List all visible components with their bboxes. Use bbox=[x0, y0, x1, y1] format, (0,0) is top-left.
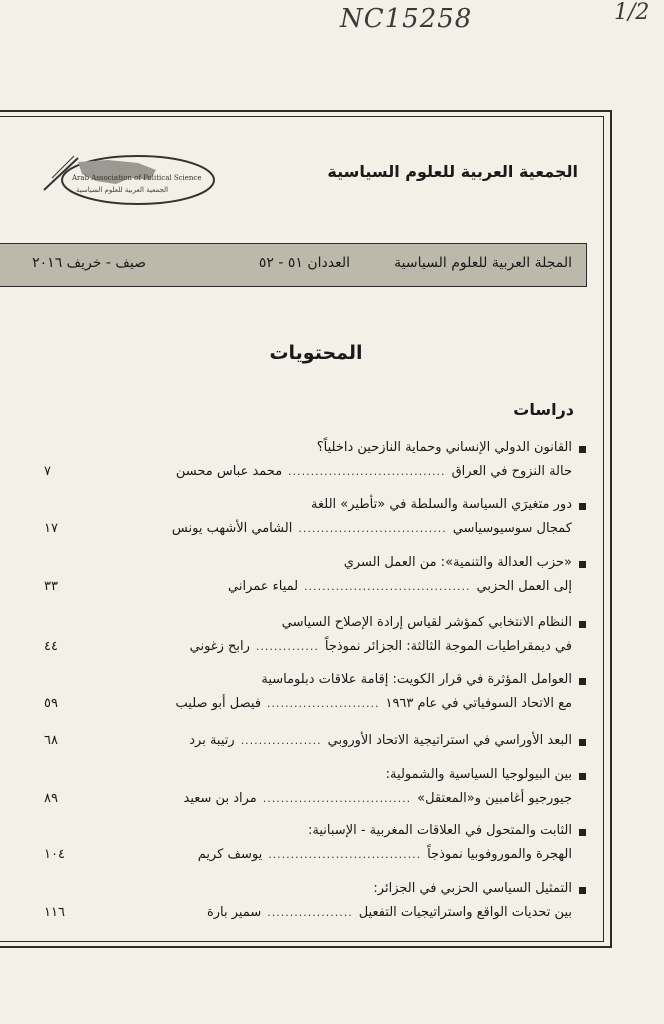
entry-subtitle: في ديمقراطيات الموجة الثالثة: الجزائر نموذجاً bbox=[324, 639, 572, 654]
entry-author: يوسف كريم bbox=[197, 847, 263, 862]
toc-entry[interactable] bbox=[0, 555, 664, 605]
dot-leader: ................................. bbox=[298, 522, 447, 535]
toc-entry[interactable] bbox=[0, 767, 664, 817]
entry-page-number: ٣٣ bbox=[44, 579, 58, 594]
entry-title: بين البيولوجيا السياسية والشمولية: bbox=[385, 767, 572, 782]
entry-subtitle: جيورجيو أغامبين و«المعتقل» bbox=[417, 791, 572, 806]
entry-subtitle: الهجرة والموروفوبيا نموذجاً bbox=[427, 847, 572, 862]
journal-band bbox=[0, 243, 587, 287]
toc-entry[interactable] bbox=[0, 672, 664, 722]
entry-subtitle-line bbox=[172, 521, 572, 541]
bullet-icon bbox=[579, 561, 586, 568]
entry-author: الشامي الأشهب يونس bbox=[171, 521, 293, 536]
dot-leader: ..................................... bbox=[304, 580, 471, 593]
entry-subtitle: كمجال سوسيوسياسي bbox=[452, 521, 572, 536]
entry-author: مراد بن سعيد bbox=[183, 791, 257, 806]
logo-arabic-text: الجمعية العربية للعلوم السياسية bbox=[76, 186, 169, 194]
dot-leader: ................................. bbox=[262, 792, 412, 805]
entry-title: دور متغيرَي السياسة والسلطة في «تأطير» اللغة bbox=[311, 497, 572, 512]
entry-page-number: ١١٦ bbox=[44, 905, 65, 920]
entry-author: فيصل أبو صليب bbox=[175, 696, 262, 711]
entry-title: التمثيل السياسي الحزبي في الجزائر: bbox=[373, 881, 572, 896]
dot-leader: ......................... bbox=[267, 697, 380, 710]
entry-subtitle-line bbox=[176, 696, 572, 716]
dot-leader: ................... bbox=[267, 906, 353, 919]
entry-page-number: ٨٩ bbox=[44, 791, 58, 806]
entry-subtitle-line bbox=[198, 847, 572, 867]
issue-season: صيف - خريف ٢٠١٦ bbox=[32, 255, 146, 271]
entry-subtitle-line bbox=[184, 791, 572, 811]
bullet-icon bbox=[579, 739, 586, 746]
entry-page-number: ٧ bbox=[44, 464, 51, 479]
bullet-icon bbox=[579, 621, 586, 628]
dot-leader: .................................. bbox=[268, 848, 422, 861]
entry-author: سمير بارة bbox=[206, 905, 262, 920]
toc-entry[interactable] bbox=[0, 497, 664, 547]
association-name: الجمعية العربية للعلوم السياسية bbox=[327, 162, 578, 181]
logo-english-text: Arab Association of Political Science bbox=[72, 174, 202, 182]
entry-subtitle-line bbox=[228, 579, 572, 599]
bullet-icon bbox=[579, 829, 586, 836]
entry-subtitle: إلى العمل الحزبي bbox=[476, 579, 572, 594]
entry-subtitle: مع الاتحاد السوفياتي في عام ١٩٦٣ bbox=[385, 696, 572, 711]
entry-subtitle-line bbox=[190, 639, 572, 659]
entry-title: البعد الأوراسي في استراتيجية الاتحاد الأوروبي bbox=[327, 733, 572, 748]
entry-subtitle-line bbox=[176, 464, 572, 484]
entry-subtitle-line bbox=[207, 905, 572, 925]
entry-title: العوامل المؤثرة في قرار الكويت: إقامة علاقات دبلوماسية bbox=[261, 672, 572, 687]
journal-name: المجلة العربية للعلوم السياسية bbox=[394, 255, 572, 271]
entry-page-number: ٦٨ bbox=[44, 733, 58, 748]
bullet-icon bbox=[579, 503, 586, 510]
entry-page-number: ١٧ bbox=[44, 521, 58, 536]
entry-title: «حزب العدالة والتنمية»: من العمل السري bbox=[343, 555, 572, 570]
bullet-icon bbox=[579, 446, 586, 453]
handwritten-page-mark: 1/2 bbox=[614, 0, 650, 25]
toc-entry[interactable] bbox=[0, 881, 664, 931]
handwritten-stamp: NC15258 bbox=[340, 4, 473, 34]
dot-leader: .................. bbox=[240, 734, 322, 747]
entry-author: لمياء عمراني bbox=[228, 579, 299, 594]
entry-author: محمد عباس محسن bbox=[175, 464, 283, 479]
entry-page-number: ٥٩ bbox=[44, 696, 58, 711]
entry-title: القانون الدولي الإنساني وحماية النازحين داخلياً؟ bbox=[316, 440, 572, 455]
issue-numbers: العددان ٥١ - ٥٢ bbox=[258, 255, 350, 271]
toc-entry[interactable] bbox=[0, 440, 664, 490]
toc-entry[interactable] bbox=[0, 615, 664, 665]
entry-author: رابح زغوني bbox=[189, 639, 250, 654]
toc-entry[interactable] bbox=[0, 823, 664, 873]
entry-title: الثابت والمتحول في العلاقات المغربية - الإسبانية: bbox=[308, 823, 572, 838]
bullet-icon bbox=[579, 887, 586, 894]
entry-title-line bbox=[189, 733, 572, 753]
entry-author: رتيبة برد bbox=[189, 733, 235, 748]
entry-subtitle: بين تحديات الواقع واستراتيجيات التفعيل bbox=[358, 905, 572, 920]
bullet-icon bbox=[579, 773, 586, 780]
entry-page-number: ٤٤ bbox=[44, 639, 58, 654]
dot-leader: .............. bbox=[255, 640, 319, 653]
section-heading: دراسات bbox=[513, 400, 574, 419]
entry-subtitle: حالة النزوح في العراق bbox=[451, 464, 572, 479]
contents-title: المحتويات bbox=[269, 342, 363, 364]
entry-page-number: ١٠٤ bbox=[44, 847, 65, 862]
dot-leader: ................................... bbox=[288, 465, 446, 478]
bullet-icon bbox=[579, 678, 586, 685]
entry-title: النظام الانتخابي كمؤشر لقياس إرادة الإصلاح السياسي bbox=[281, 615, 572, 630]
